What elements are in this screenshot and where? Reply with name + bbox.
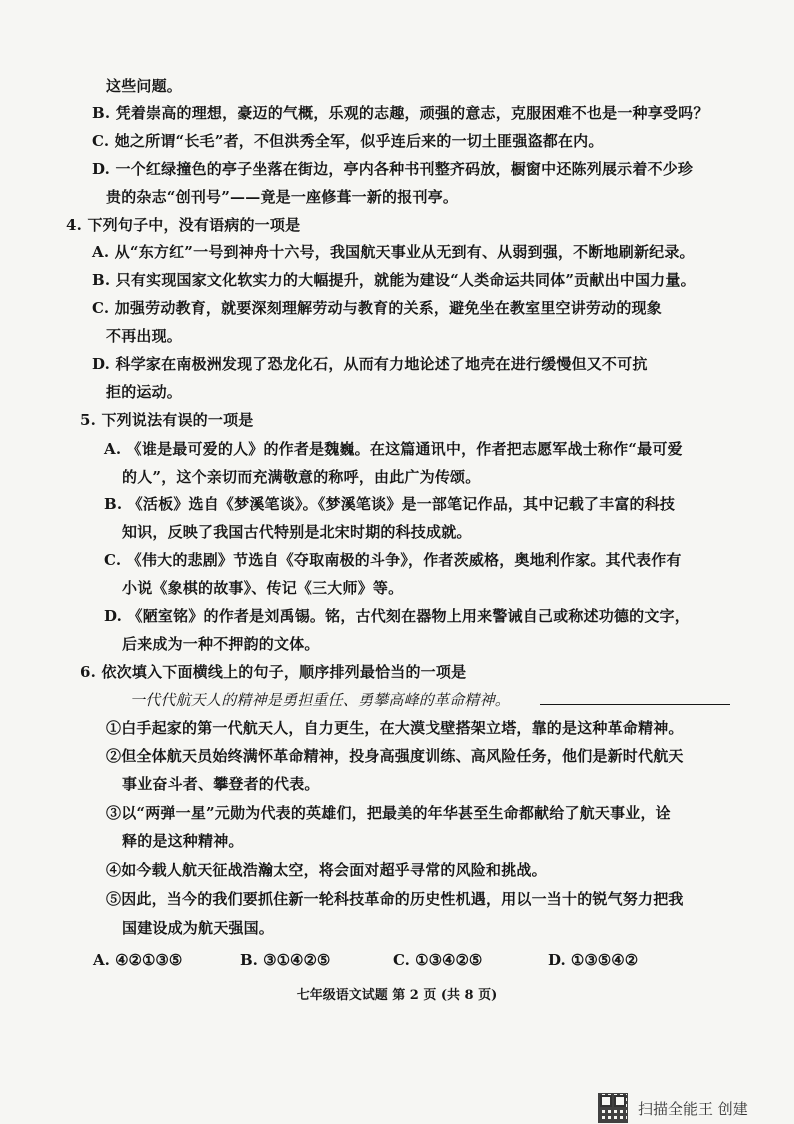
page-footer: 七年级语文试题 第 2 页 (共 8 页) (296, 988, 498, 1003)
question-5: 5. 下列说法有误的一项是 (80, 411, 254, 429)
option-b: B. 《活板》选自《梦溪笔谈》。《梦溪笔谈》是一部笔记作品，其中记载了丰富的科技 (104, 495, 676, 513)
sentence-1: ①白手起家的第一代航天人，自力更生，在大漠戈壁搭架立塔，靠的是这种革命精神。 (106, 719, 684, 737)
watermark-text: 扫描全能王 创建 (638, 1100, 748, 1118)
text-line: 后来成为一种不押韵的文体。 (122, 635, 320, 653)
question-6: 6. 依次填入下面横线上的句子，顺序排列最恰当的一项是 (80, 663, 467, 681)
option-a: A. 从“东方红”一号到神舟十六号，我国航天事业从无到有、从弱到强，不断地刷新纪录。 (92, 243, 695, 261)
text-line: 小说《象棋的故事》、传记《三大师》等。 (122, 579, 404, 597)
option-b: B. 只有实现国家文化软实力的大幅提升，就能为建设“人类命运共同体”贡献出中国力量。 (92, 271, 696, 289)
text-line: 这些问题。 (106, 77, 183, 95)
option-d: D. 《陋室铭》的作者是刘禹锡。铭，古代刻在器物上用来警诫自己或称述功德的文字， (104, 607, 690, 625)
text-line: 释的是这种精神。 (122, 832, 244, 850)
text-line: 的人”，这个亲切而充满敬意的称呼，由此广为传颂。 (122, 468, 481, 486)
answer-c: C. ①③④②⑤ (393, 951, 483, 969)
answer-d: D. ①③⑤④② (548, 951, 639, 969)
option-d: D. 一个红绿撞色的亭子坐落在街边，亭内各种书刊整齐码放，橱窗中还陈列展示着不少珍 (92, 160, 694, 178)
sentence-4: ④如今载人航天征战浩瀚太空，将会面对超乎寻常的风险和挑战。 (106, 861, 547, 879)
sentence-5: ⑤因此，当今的我们要抓住新一轮科技革命的历史性机遇，用以一当十的锐气努力把我 (106, 890, 684, 908)
question-4: 4. 下列句子中，没有语病的一项是 (66, 216, 301, 234)
qr-code-icon (598, 1093, 628, 1123)
scanner-watermark (598, 1093, 788, 1123)
option-d: D. 科学家在南极洲发现了恐龙化石，从而有力地论述了地壳在进行缓慢但又不可抗 (92, 355, 648, 373)
answer-options (93, 951, 713, 973)
option-c: C. 加强劳动教育，就要深刻理解劳动与教育的关系，避免坐在教室里空讲劳动的现象 (92, 299, 662, 317)
text-line: 知识，反映了我国古代特别是北宋时期的科技成就。 (122, 523, 472, 541)
option-b: B. 凭着崇高的理想，豪迈的气概，乐观的志趣，顽强的意志，克服困难不也是一种享受吗？ (92, 104, 709, 122)
option-a: A. 《谁是最可爱的人》的作者是魏巍。在这篇通讯中，作者把志愿军战士称作“最可爱 (104, 440, 683, 458)
option-c: C. 她之所谓“长毛”者，不但洪秀全军，似乎连后来的一切土匪强盗都在内。 (92, 132, 604, 150)
sentence-2: ②但全体航天员始终满怀革命精神，投身高强度训练、高风险任务，他们是新时代航天 (106, 747, 684, 765)
text-line: 国建设成为航天强国。 (122, 919, 275, 937)
text-line: 事业奋斗者、攀登者的代表。 (122, 775, 320, 793)
answer-a: A. ④②①③⑤ (93, 951, 183, 969)
sentence-3: ③以“两弹一星”元勋为代表的英雄们，把最美的年华甚至生命都献给了航天事业，诠 (106, 804, 671, 822)
passage-sentence: 一代代航天人的精神是勇担重任、勇攀高峰的革命精神。 (130, 691, 511, 709)
fill-blank-line (540, 704, 730, 705)
option-c: C. 《伟大的悲剧》节选自《夺取南极的斗争》，作者茨威格，奥地利作家。其代表作有 (104, 551, 682, 569)
text-line: 拒的运动。 (106, 383, 183, 401)
answer-b: B. ③①④②⑤ (240, 951, 331, 969)
text-line: 不再出现。 (106, 327, 183, 345)
text-line: 贵的杂志“创刊号”——竟是一座修葺一新的报刊亭。 (106, 188, 459, 206)
